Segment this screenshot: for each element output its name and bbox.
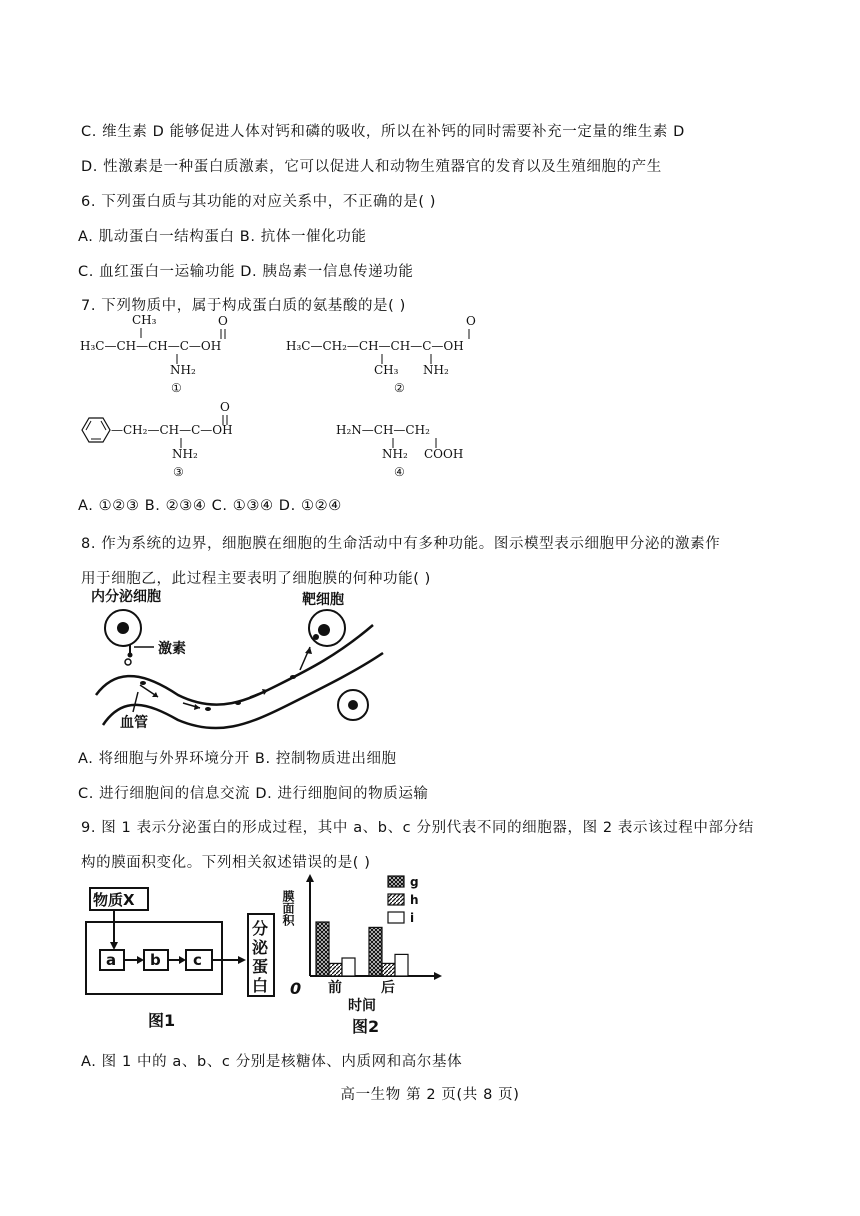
bar-h-after <box>382 963 395 976</box>
q9-option-a: A. 图 1 中的 a、b、c 分别是核糖体、内质网和高尔基体 <box>81 1054 463 1070</box>
x-tick-before: 前 <box>328 980 342 996</box>
x-tick-after: 后 <box>381 980 395 996</box>
m4-main-chain: H₂N—CH—CH₂ <box>336 423 430 437</box>
organelle-c-label: c <box>193 951 202 969</box>
q8-stem-line2: 用于细胞乙，此过程主要表明了细胞膜的何种功能( ) <box>81 571 431 587</box>
bars <box>316 922 408 976</box>
q8-options-cd: C. 进行细胞间的信息交流 D. 进行细胞间的物质运输 <box>78 786 429 802</box>
legend-swatch-h <box>388 894 404 905</box>
m2-main-chain: H₃C—CH₂—CH—CH—C—OH <box>286 339 464 353</box>
m1-ch3: CH₃ <box>132 313 157 327</box>
legend-label-i: i <box>410 911 415 925</box>
hormone-signaling-figure <box>88 585 388 735</box>
legend-label-g: g <box>410 875 419 889</box>
m2-number: ② <box>394 381 405 395</box>
q5-option-c: C. 维生素 D 能够促进人体对钙和磷的吸收，所以在补钙的同时需要补充一定量的维生素 D <box>81 124 685 140</box>
molecule-4 <box>336 423 463 479</box>
product-char-3: 蛋 <box>252 957 269 976</box>
organelle-b-label: b <box>150 951 161 969</box>
y-axis-label: 膜面积 <box>281 890 295 926</box>
q9-stem-line1: 9. 图 1 表示分泌蛋白的形成过程，其中 a、b、c 分别代表不同的细胞器，图 2 表示该过程中部分结 <box>81 820 754 836</box>
origin-label: 0 <box>290 979 302 998</box>
x-axis-label: 时间 <box>348 998 376 1014</box>
q8-stem-line1: 8. 作为系统的边界，细胞膜在细胞的生命活动中有多种功能。图示模型表示细胞甲分泌的激素作 <box>81 536 721 552</box>
legend-swatch-g <box>388 876 404 887</box>
vessel-label: 血管 <box>120 715 148 731</box>
m2-nh2: NH₂ <box>423 363 449 377</box>
molecule-3 <box>82 400 233 479</box>
m3-number: ③ <box>173 465 184 479</box>
endocrine-cell-label: 内分泌细胞 <box>91 589 161 605</box>
m3-main-chain: —CH₂—CH—C—OH <box>111 423 233 437</box>
product-char-4: 白 <box>252 976 269 995</box>
m4-cooh: COOH <box>424 447 464 461</box>
figure2-membrane-area-chart <box>280 870 450 1040</box>
product-char-1: 分 <box>252 919 269 938</box>
bar-i-after <box>395 954 408 976</box>
m2-ch3: CH₃ <box>374 363 399 377</box>
m4-nh2: NH₂ <box>382 447 408 461</box>
hormone-label: 激素 <box>158 641 186 657</box>
m1-oxygen: O <box>218 314 228 328</box>
q6-stem: 6. 下列蛋白质与其功能的对应关系中，不正确的是( ) <box>81 194 437 210</box>
bar-h-before <box>329 963 342 976</box>
target-cell-label: 靶细胞 <box>302 592 344 608</box>
page-footer: 高一生物 第 2 页(共 8 页) <box>340 1087 520 1103</box>
bar-g-after <box>369 927 382 976</box>
figure1-caption: 图1 <box>148 1011 176 1030</box>
m3-nh2: NH₂ <box>172 447 198 461</box>
product-char-2: 泌 <box>252 938 269 957</box>
figure1-secretion-pathway <box>80 882 280 1037</box>
m1-nh2: NH₂ <box>170 363 196 377</box>
m1-main-chain: H₃C—CH—CH—C—OH <box>80 339 222 353</box>
q7-stem: 7. 下列物质中，属于构成蛋白质的氨基酸的是( ) <box>81 298 406 314</box>
legend-swatch-i <box>388 912 404 923</box>
q6-options-ab: A. 肌动蛋白一结构蛋白 B. 抗体一催化功能 <box>78 229 367 245</box>
figure2-caption: 图2 <box>352 1017 380 1036</box>
legend-label-h: h <box>410 893 419 907</box>
legend <box>388 875 419 925</box>
substance-x-label: 物质X <box>93 891 135 909</box>
q6-options-cd: C. 血红蛋白一运输功能 D. 胰岛素一信息传递功能 <box>78 264 414 280</box>
bar-i-before <box>342 958 355 976</box>
m1-number: ① <box>171 381 182 395</box>
m3-oxygen: O <box>220 400 230 414</box>
q9-stem-line2: 构的膜面积变化。下列相关叙述错误的是( ) <box>81 855 371 871</box>
m2-oxygen: O <box>466 314 476 328</box>
molecule-2 <box>286 314 476 395</box>
q8-options-ab: A. 将细胞与外界环境分开 B. 控制物质进出细胞 <box>78 751 397 767</box>
m4-number: ④ <box>394 465 405 479</box>
amino-acid-structures <box>76 312 536 492</box>
organelle-a-label: a <box>106 951 117 969</box>
molecule-1 <box>80 313 228 395</box>
q7-options: A. ①②③ B. ②③④ C. ①③④ D. ①②④ <box>78 498 342 514</box>
bar-g-before <box>316 922 329 976</box>
q5-option-d: D. 性激素是一种蛋白质激素，它可以促进人和动物生殖器官的发育以及生殖细胞的产生 <box>81 159 662 175</box>
